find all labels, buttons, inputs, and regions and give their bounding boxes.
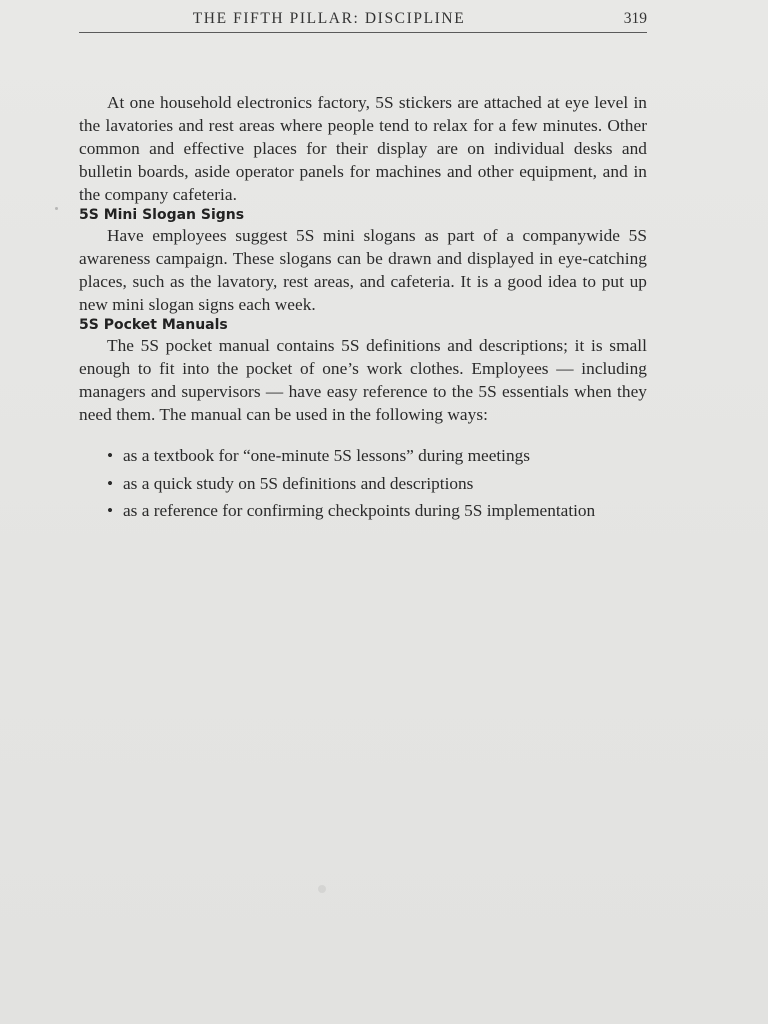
list-item-text: as a textbook for “one-minute 5S lessons” during meetings xyxy=(123,446,530,465)
list-item xyxy=(107,497,647,525)
section-heading-pocket-manuals: 5S Pocket Manuals xyxy=(79,317,228,333)
list-item xyxy=(107,470,647,498)
list-item-text: as a quick study on 5S definitions and descriptions xyxy=(123,473,474,493)
list-item-text: as a reference for confirming checkpoints during 5S implementation xyxy=(123,501,596,520)
pocket-manual-paragraph: The 5S pocket manual contains 5S definitions and descriptions; it is small enough to fit into the pocket of one’s work clothes. Employees — including managers and supervisors — have easy reference to the 5S essentials when they need them. The manual can be used in the following ways: xyxy=(79,336,647,424)
intro-paragraph: At one household electronics factory, 5S stickers are attached at eye level in the lavatories and rest areas where people tend to relax for a few minutes. Other common and effective places for their display are on individual desks and bulletin boards, aside operator panels for machines and other equipment, and in the company cafeteria. xyxy=(79,93,647,204)
running-header xyxy=(79,8,647,33)
bullet-icon: • xyxy=(107,473,114,493)
page-number: 319 xyxy=(623,10,647,27)
mini-slogan-paragraph: Have employees suggest 5S mini slogans as part of a companywide 5S awareness campaign. These slogans can be drawn and displayed in eye-catching places, such as the lavatory, rest areas, and cafeteria. It is a good idea to put up new mini slogan signs each week. xyxy=(79,226,647,314)
bullet-icon: • xyxy=(107,446,114,465)
paper-speck xyxy=(318,885,326,893)
running-title: THE FIFTH PILLAR: DISCIPLINE xyxy=(192,10,466,27)
list-item xyxy=(107,442,647,470)
section-heading-mini-slogans: 5S Mini Slogan Signs xyxy=(79,207,245,223)
usage-bullet-list xyxy=(79,442,647,525)
bullet-icon: • xyxy=(107,501,114,520)
paper-speck xyxy=(55,207,58,210)
page-content xyxy=(79,91,647,525)
